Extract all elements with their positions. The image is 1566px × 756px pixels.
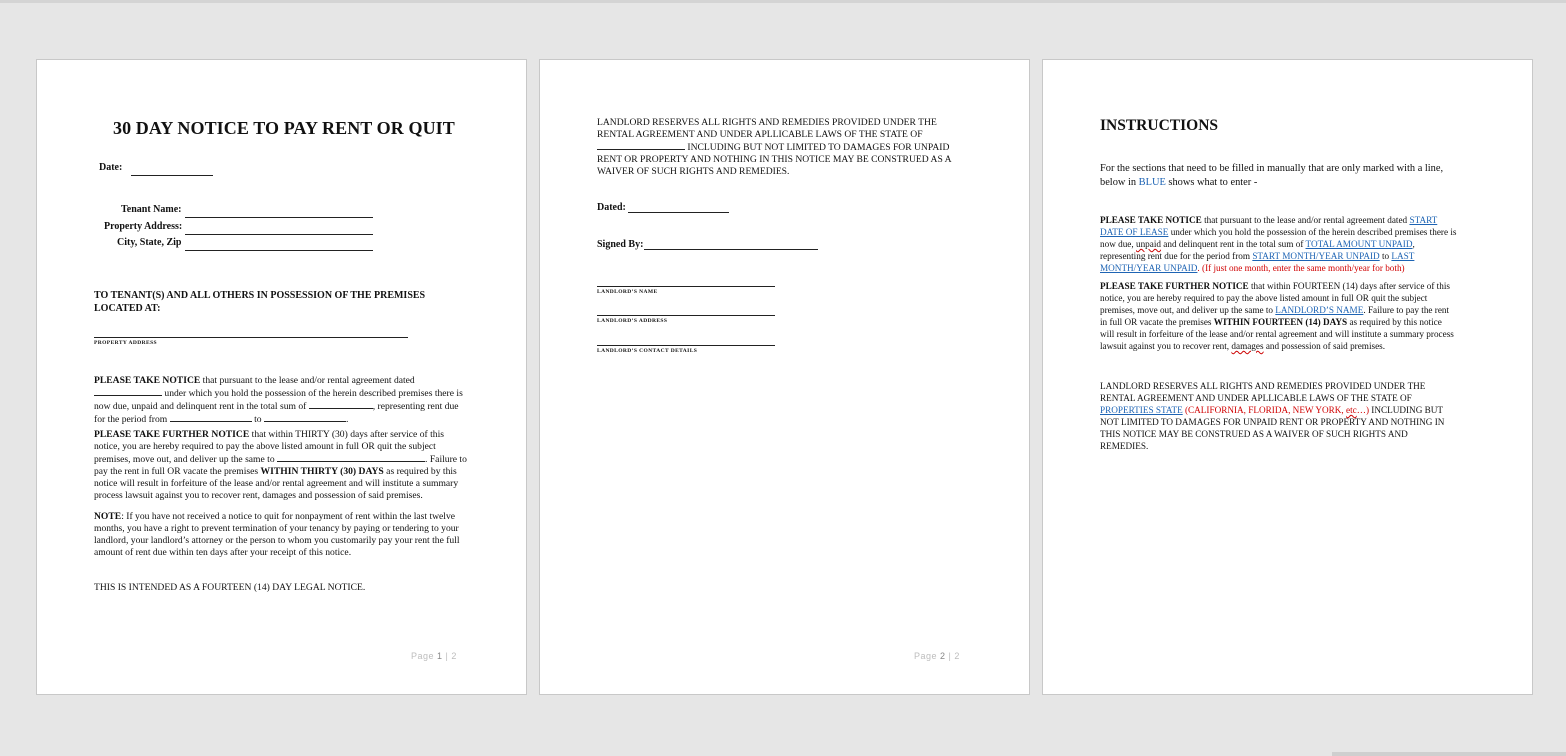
landlord-name-caption: LANDLORD’S NAME <box>597 289 658 295</box>
landlord-address-line[interactable] <box>597 315 775 316</box>
signature-line[interactable] <box>644 249 818 250</box>
page-title: 30 DAY NOTICE TO PAY RENT OR QUIT <box>113 118 455 138</box>
lease-date-blank <box>94 387 162 396</box>
window-top-edge <box>0 0 1566 3</box>
note-paragraph: NOTE: If you have not received a notice to quit for nonpayment of rent within the last twelve months, you have a right to prevent termination of your tenancy by paying or tendering to your landlord, your landlord’s attorney or the person to whom you customarily pay your rent the full amount of rent due within ten days after your receipt of this notice. <box>94 511 460 558</box>
dated-label: Dated: <box>597 202 626 213</box>
property-address-label: Property Address: <box>104 221 183 232</box>
example-rights-paragraph: LANDLORD RESERVES ALL RIGHTS AND REMEDIES PROVIDED UNDER THE RENTAL AGREEMENT AND UNDER APLLICABLE LAWS OF THE STATE OF PROPERTIES STATE (CALIFORNIA, FLORIDA, NEW YORK, etc…) INCLUDING BUT NOT LIMITED TO DAMAGES FOR UNPAID RENT OR PROPERTY AND NOTHING IN THIS NOTICE MAY BE CONSTRUED AS A WAIVER OF SUCH RIGHTS AND REMEDIES. <box>1100 381 1445 451</box>
city-state-zip-label: City, State, Zip <box>117 237 182 248</box>
instructions-heading: INSTRUCTIONS <box>1100 117 1219 134</box>
page-number: Page 1 | 2 <box>411 651 457 661</box>
to-tenants-heading: TO TENANT(S) AND ALL OTHERS IN POSSESSION OF THE PREMISES LOCATED AT: <box>94 290 426 314</box>
property-address-caption: PROPERTY ADDRESS <box>94 340 157 346</box>
dated-field-line[interactable] <box>628 212 729 213</box>
further-notice-paragraph: PLEASE TAKE FURTHER NOTICE that within THIRTY (30) days after service of this notice, you are hereby required to pay the above listed amount in full OR quit the subject premises, move out, and deliver up the same to . Failure to pay the rent in full OR vacate the premises WITHIN THIRTY (30) DAYS as required by this notice will result in forfeiture of the lease and/or rental agreement and will institute a summary process lawsuit against you to recover rent, damages and possession of said premises. <box>94 429 467 501</box>
horizontal-scrollbar[interactable] <box>1332 752 1566 756</box>
document-page-3 <box>1042 59 1533 695</box>
page-number: Page 2 | 2 <box>914 651 960 661</box>
period-to-blank <box>264 413 346 422</box>
city-state-zip-field-line[interactable] <box>185 250 373 251</box>
total-sum-blank <box>309 400 373 409</box>
date-label: Date: <box>99 162 123 173</box>
deliver-to-blank <box>277 453 425 462</box>
tenant-name-field-line[interactable] <box>185 217 373 218</box>
example-notice-paragraph: PLEASE TAKE NOTICE that pursuant to the lease and/or rental agreement dated START DATE OF LEASE under which you hold the possession of the herein described premises there is now due, unpaid and delinquent rent in the total sum of TOTAL AMOUNT UNPAID, representing rent due for the period from START MONTH/YEAR UNPAID to LAST MONTH/YEAR UNPAID. (If just one month, enter the same month/year for both) <box>1100 215 1457 273</box>
landlord-contact-caption: LANDLORD’S CONTACT DETAILS <box>597 348 698 354</box>
notice-paragraph: PLEASE TAKE NOTICE that pursuant to the lease and/or rental agreement dated under which you hold the possession of the herein described premises there is now due, unpaid and delinquent rent in the total sum of , representing rent due for the period from to . <box>94 375 463 425</box>
property-address-line[interactable] <box>94 337 408 338</box>
rights-reserved-paragraph: LANDLORD RESERVES ALL RIGHTS AND REMEDIES PROVIDED UNDER THE RENTAL AGREEMENT AND UNDER APLLICABLE LAWS OF THE STATE OF INCLUDING BUT NOT LIMITED TO DAMAGES FOR UNPAID RENT OR PROPERTY AND NOTHING IN THIS NOTICE MAY BE CONSTRUED AS A WAIVER OF SUCH RIGHTS AND REMEDIES. <box>597 117 952 177</box>
tenant-name-label: Tenant Name: <box>121 204 182 215</box>
document-page-1 <box>36 59 527 695</box>
instructions-intro: For the sections that need to be filled in manually that are only marked with a line, below in BLUE shows what to enter - <box>1100 163 1444 188</box>
legal-notice-text: THIS IS INTENDED AS A FOURTEEN (14) DAY LEGAL NOTICE. <box>94 582 366 593</box>
landlord-address-caption: LANDLORD’S ADDRESS <box>597 318 668 324</box>
date-field-line[interactable] <box>131 175 213 176</box>
document-page-2 <box>539 59 1030 695</box>
property-address-field-line[interactable] <box>185 234 373 235</box>
landlord-contact-line[interactable] <box>597 345 775 346</box>
landlord-name-line[interactable] <box>597 286 775 287</box>
state-blank <box>597 141 685 150</box>
period-from-blank <box>170 413 252 422</box>
signed-by-label: Signed By: <box>597 239 644 250</box>
example-further-notice-paragraph: PLEASE TAKE FURTHER NOTICE that within FOURTEEN (14) days after service of this notice, you are hereby required to pay the above listed amount in full OR quit the subject premises, move out, and deliver up the same to LANDLORD’S NAME. Failure to pay the rent in full OR vacate the premises WITHIN FOURTEEN (14) DAYS as required by this notice will result in forfeiture of the lease and/or rental agreement and will institute a summary process lawsuit against you to recover rent, damages and possession of said premises. <box>1100 281 1454 351</box>
